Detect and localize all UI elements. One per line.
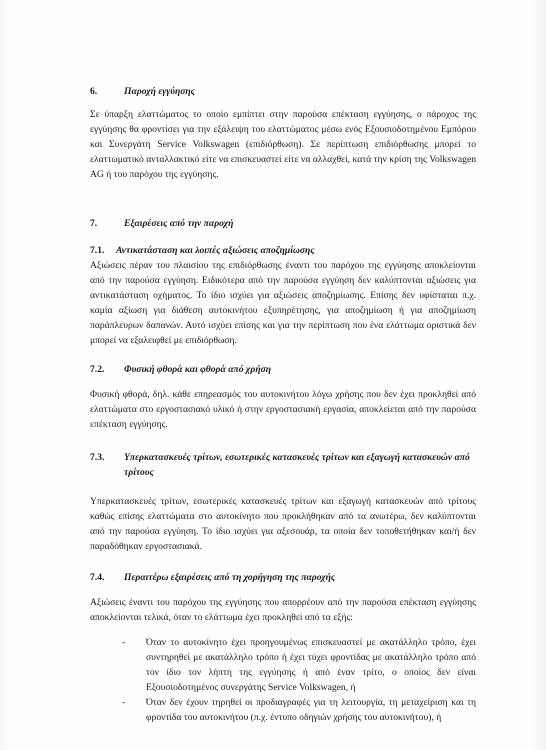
subsection-7-3-heading [90,450,476,480]
subsection-title: Υπερκατασκευές τρίτων, εσωτερικές κατασκευές τρίτων και εξαγωγή κατασκευών από τρίτους [124,452,470,478]
bullet-dash: - [122,637,126,648]
section-title: Εξαιρέσεις από την παροχή [124,218,234,229]
subsection-7-3-paragraph: Υπερκατασκευές τρίτων, εσωτερικές κατασκευές τρίτων και εξαγωγή κατασκευών από τρίτους καθώς επίσης ελαττώματα στο αυτοκίνητο που προκλήθηκαν από τα ανωτέρω, δεν καλύπτονται από την παρούσα εγγύηση. Το ίδιο ισχύει για αξεσουάρ, τα οποία δεν τοποθετήθηκαν και/ή δεν παραδόθηκαν εργοστασιακά. [90,496,476,552]
subsection-number: 7.1. [90,245,105,256]
subsection-number: 7.3. [90,452,105,463]
subsection-7-2-heading [90,362,476,377]
subsection-7-4-heading [90,570,476,585]
section-7-heading [90,216,476,231]
subsection-title: Αντικατάσταση και λοιπές αξιώσεις αποζημίωσης [116,245,315,256]
section-title: Παροχή εγγύησης [124,86,195,97]
list-item [90,695,476,725]
subsection-7-4-paragraph: Αξιώσεις έναντι του παρόχου της εγγύησης που απορρέουν από την παρούσα επέκταση εγγύησης αποκλείονται τελικά, όταν το ελάττωμα έχει προκληθεί από τα εξής: [90,597,476,623]
list-item-text: Όταν το αυτοκίνητο έχει προηγουμένως επισκευαστεί με ακατάλληλο τρόπο, έχει συντηρηθεί με ακατάλληλο τρόπο ή έχει τύχει φροντίδας με ακατάλληλο τρόπο από τον ίδιο τον λήπτη της εγγύησης ή από έναν τρίτο, ο οποίος δεν είναι Εξουσιοδοτημένος συνεργάτης Service Volkswagen, ή [146,637,476,693]
subsection-7-1-heading [90,243,476,258]
subsection-number: 7.2. [90,364,105,375]
subsection-number: 7.4. [90,572,105,583]
bullet-dash: - [122,697,126,708]
subsection-7-1-paragraph: Αξιώσεις πέραν του πλαισίου της επιδιόρθωσης έναντι του παρόχου της εγγύησης αποκλείονται από την παρούσα εγγύηση. Ειδικότερα από την παρούσα εγγύηση δεν καλύπτονται αξιώσεις για αντικατάσταση οχήματος. Το ίδιο ισχύει για αξιώσεις αποζημίωσης. Επίσης δεν υφίσταται π.χ. καμία αξίωση για διάθεση αυτοκινήτου εξυπηρέτησης, για αποζημίωση ή για αποζημίωση παράπλευρων δαπανών. Αυτό ισχύει επίσης και για την περίπτωση που ένα ελάττωμα οριστικά δεν μπορεί να εξαλειφθεί με επιδιόρθωση. [90,260,476,346]
subsection-title: Περαιτέρω εξαιρέσεις από τη χορήγηση της παροχής [124,572,336,583]
subsection-7-2-paragraph: Φυσική φθορά, δηλ. κάθε επηρεασμός του αυτοκινήτου λόγω χρήσης που δεν έχει προκληθεί από ελαττώματα στο εργοστασιακό υλικό ή στην εργοστασιακή εργασία, αποκλείεται από την παρούσα επέκταση εγγύησης. [90,389,476,430]
section-number: 6. [90,86,98,97]
section-number: 7. [90,218,98,229]
section-6-heading [90,84,476,99]
list-item-text: Όταν δεν έχουν τηρηθεί οι προδιαγραφές για τη λειτουργία, τη μεταχείριση και τη φροντίδα του αυτοκινήτου (π.χ. έντυπο οδηγιών χρήσης του αυτοκινήτου), ή [146,697,476,723]
document-body [90,84,476,725]
list-item [90,635,476,695]
exclusions-list [90,635,476,725]
section-6-paragraph: Σε ύπαρξη ελαττώματος το οποίο εμπίπτει στην παρούσα επέκταση εγγύησης, ο πάροχος της εγγύησης θα φροντίσει για την εξάλειψη του ελαττώματος μέσω ενός Εξουσιοδοτημένου Εμπόρου και Συνεργάτη Service Volkswagen (επιδιόρθωση). Σε περίπτωση επιδιόρθωσης μπορεί το ελαττωματικό ανταλλακτικό είτε να επισκευαστεί είτε να αλλαχθεί, κατά την κρίση της Volkswagen AG ή του παρόχου της εγγύησης. [90,109,476,180]
subsection-title: Φυσική φθορά και φθορά από χρήση [124,364,272,375]
